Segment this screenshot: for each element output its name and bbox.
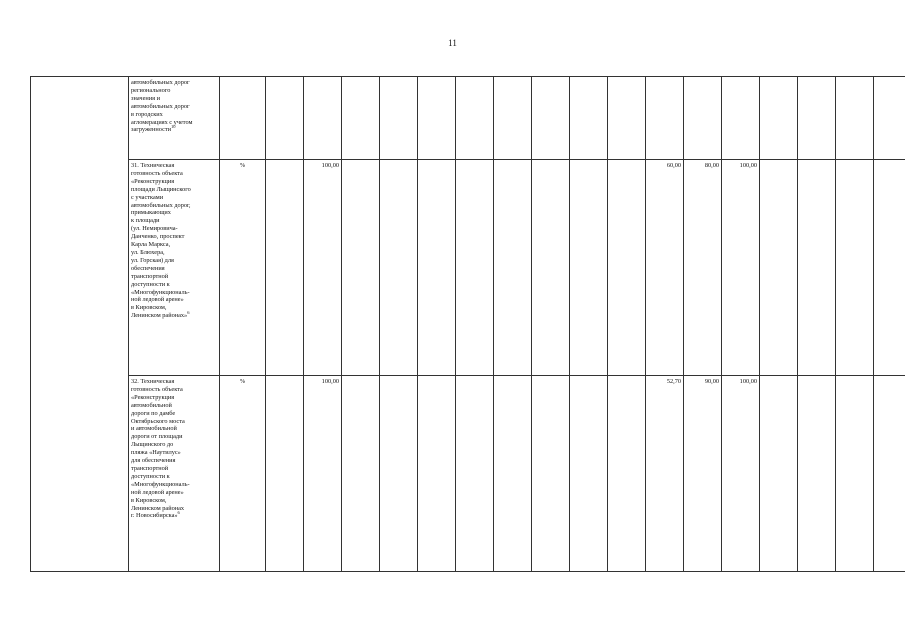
value-cell <box>760 376 798 572</box>
value-cell <box>342 160 380 376</box>
value-cell <box>418 160 456 376</box>
value-cell <box>494 160 532 376</box>
value-cell: 100,00 <box>304 376 342 572</box>
value-cell: 90,00 <box>684 376 722 572</box>
value-cell <box>266 77 304 160</box>
unit-cell: % <box>220 160 266 376</box>
value-cell <box>456 77 494 160</box>
value-cell <box>418 376 456 572</box>
indicator-table <box>30 76 905 572</box>
value-cell <box>304 77 342 160</box>
value-cell: 60,00 <box>646 160 684 376</box>
indicator-name-cell <box>129 160 220 376</box>
value-cell <box>494 77 532 160</box>
indicator-name: автомобильных дорог регионального значения и автомобильных дорог в городских агломерациях с учетом загруженности <box>131 79 193 134</box>
value-cell <box>874 376 905 572</box>
value-cell <box>836 160 874 376</box>
table-row <box>31 376 905 572</box>
value-cell <box>456 376 494 572</box>
value-cell <box>266 160 304 376</box>
value-cell: 52,70 <box>646 376 684 572</box>
indicator-name-cell <box>129 376 220 572</box>
unit-cell <box>220 77 266 160</box>
page-number: 11 <box>448 38 457 48</box>
indicator-name: 32. Техническая готовность объекта «Реконструкция автомобильной дороги по дамбе Октябрьского моста и автомобильной дороги от площади Лыщинского до пляжа «Наутилус» для обеспечения транспортной доступности к «Многофункциональ- ной ледовой арене» в Кировском, Ленинском районах г. Новосибирска» <box>131 378 190 520</box>
value-cell: 80,00 <box>684 160 722 376</box>
value-cell <box>608 160 646 376</box>
footnote-mark: 6 <box>187 310 190 316</box>
value-cell <box>532 77 570 160</box>
value-cell <box>532 376 570 572</box>
unit-cell: % <box>220 376 266 572</box>
value-cell <box>266 376 304 572</box>
table-row <box>31 77 905 160</box>
value-cell <box>798 77 836 160</box>
value-cell <box>836 77 874 160</box>
value-cell <box>570 77 608 160</box>
value-cell <box>380 160 418 376</box>
value-cell <box>836 376 874 572</box>
value-cell <box>570 160 608 376</box>
value-cell <box>798 160 836 376</box>
value-cell: 100,00 <box>722 376 760 572</box>
value-cell <box>722 77 760 160</box>
footnote-mark: 10 <box>171 124 176 130</box>
value-cell <box>608 77 646 160</box>
value-cell <box>342 77 380 160</box>
value-cell <box>456 160 494 376</box>
value-cell <box>494 376 532 572</box>
value-cell <box>760 160 798 376</box>
value-cell: 100,00 <box>304 160 342 376</box>
footnote-mark: 6 <box>177 510 180 516</box>
value-cell <box>570 376 608 572</box>
indicator-name: 31. Техническая готовность объекта «Реконструкция площади Лыщинского с участками автомобильных дорог, примыкающих к площади (ул. Немировича- Данченко, проспект Карла Маркса, ул. Блюхера, ул. Горская) для обеспечения транспортной доступности к «Многофункциональ- ной ледовой арене» в Кировском, Ленинском районах» <box>131 162 191 320</box>
value-cell <box>380 376 418 572</box>
value-cell <box>874 160 905 376</box>
indicator-name-cell <box>129 77 220 160</box>
value-cell <box>608 376 646 572</box>
value-cell <box>342 376 380 572</box>
value-cell <box>418 77 456 160</box>
value-cell <box>874 77 905 160</box>
value-cell <box>760 77 798 160</box>
value-cell: 100,00 <box>722 160 760 376</box>
value-cell <box>532 160 570 376</box>
table-row <box>31 160 905 376</box>
group-cell <box>31 77 129 572</box>
value-cell <box>380 77 418 160</box>
value-cell <box>684 77 722 160</box>
value-cell <box>646 77 684 160</box>
value-cell <box>798 376 836 572</box>
